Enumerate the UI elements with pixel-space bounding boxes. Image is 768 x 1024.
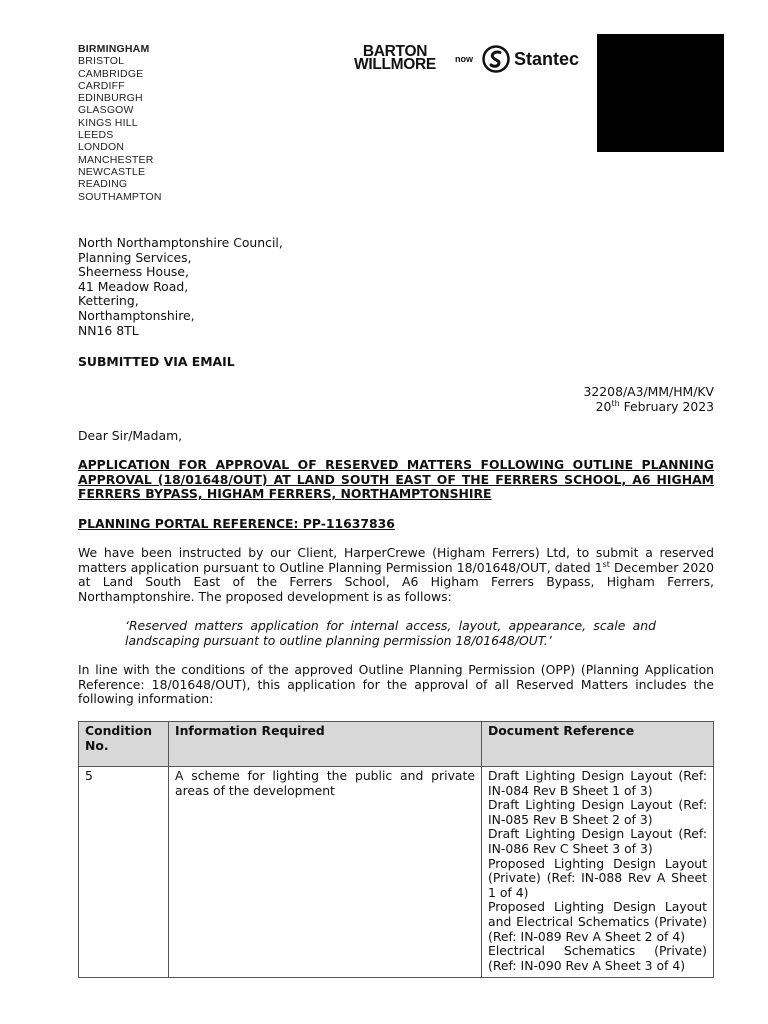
document-reference-item: Draft Lighting Design Layout (Ref: IN-084 Rev B Sheet 1 of 3) [488, 768, 707, 798]
document-reference-item: Draft Lighting Design Layout (Ref: IN-085 Rev B Sheet 2 of 3) [488, 797, 707, 827]
stantec-wordmark: Stantec [514, 48, 580, 69]
body-paragraph-2: In line with the conditions of the approved Outline Planning Permission (OPP) (Planning Application Reference: 18/01648/OUT), this application for the approval of all Reserved Matters includes the following information: [78, 662, 714, 707]
reference-block [584, 385, 714, 414]
logo-line-1: BARTON [362, 43, 428, 60]
stantec-mark-icon [482, 45, 510, 73]
office-item: CAMBRIDGE [78, 67, 144, 80]
header-condition-no: Condition No. [79, 722, 169, 767]
date-rest: February 2023 [619, 398, 714, 414]
paragraph-1-text-b: December 2020 at Land South East of the Ferrers School, A6 Higham Ferrers Bypass, Higham Ferrers, Northamptonshire. The proposed development is as follows: [78, 559, 714, 604]
office-item: LONDON [78, 141, 125, 154]
office-item: MANCHESTER [78, 153, 154, 166]
letter-date [584, 400, 714, 415]
submitted-via-email: SUBMITTED VIA EMAIL [78, 354, 235, 369]
date-suffix: th [611, 398, 620, 408]
office-item: GLASGOW [78, 104, 134, 117]
document-reference-item: Proposed Lighting Design Layout and Electrical Schematics (Private) (Ref: IN-089 Rev A Sheet 2 of 4) [488, 899, 707, 944]
office-item: EDINBURGH [78, 92, 143, 105]
condition-number-cell: 5 [79, 767, 169, 978]
conditions-table [78, 721, 714, 978]
development-description-quote: ‘Reserved matters application for internal access, layout, appearance, scale and landscaping pursuant to outline planning permission 18/01648/OUT.’ [125, 618, 656, 648]
redaction-block [597, 34, 724, 152]
office-item: READING [78, 178, 128, 191]
portal-reference: PLANNING PORTAL REFERENCE: PP-11637836 [78, 516, 395, 531]
information-required-cell: A scheme for lighting the public and private areas of the development [169, 767, 482, 978]
logo-now-text: now [455, 54, 473, 64]
address-line: 41 Meadow Road, [78, 278, 189, 294]
office-item: BRISTOL [78, 55, 125, 68]
date-day: 20 [595, 398, 612, 414]
address-line: Kettering, [78, 293, 139, 309]
header-information-required: Information Required [169, 722, 482, 767]
document-reference-cell [482, 767, 714, 978]
letter-heading: APPLICATION FOR APPROVAL OF RESERVED MATTERS FOLLOWING OUTLINE PLANNING APPROVAL (18/01648/OUT) AT LAND SOUTH EAST OF THE FERRERS SCHOOL, A6 HIGHAM FERRERS BYPASS, HIGHAM FERRERS, NORTHAMPTONSHIRE [78, 457, 714, 502]
document-reference-item: Draft Lighting Design Layout (Ref: IN-086 Rev C Sheet 3 of 3) [488, 826, 707, 856]
logo-line-2: WILLMORE [354, 56, 436, 73]
address-line: Northamptonshire, [78, 307, 195, 323]
office-list [78, 43, 162, 203]
office-item: LEEDS [78, 129, 114, 142]
body-paragraph-1 [78, 546, 714, 604]
address-line: North Northamptonshire Council, [78, 235, 283, 250]
office-item: SOUTHAMPTON [78, 190, 162, 203]
address-line: Sheerness House, [78, 264, 189, 280]
table-row [79, 767, 714, 978]
paragraph-1-text-a: We have been instructed by our Client, HarperCrewe (Higham Ferrers) Ltd, to submit a reserved matters application pursuant to Outline Planning Permission 18/01648/OUT, dated 1 [78, 545, 714, 575]
office-item: CARDIFF [78, 79, 125, 92]
address-line: NN16 8TL [78, 322, 139, 338]
document-reference-item: Electrical Schematics (Private) (Ref: IN-090 Rev A Sheet 3 of 4) [488, 943, 707, 973]
recipient-address [78, 236, 283, 338]
table-header-row [79, 722, 714, 767]
paragraph-1-sup: st [602, 559, 610, 569]
salutation: Dear Sir/Madam, [78, 428, 183, 443]
office-item: BIRMINGHAM [78, 43, 150, 55]
office-item: KINGS HILL [78, 116, 138, 129]
header-document-reference: Document Reference [482, 722, 714, 767]
office-item: NEWCASTLE [78, 165, 146, 178]
barton-willmore-logo [354, 45, 436, 71]
stantec-logo [482, 45, 579, 73]
document-reference-item: Proposed Lighting Design Layout (Private) (Ref: IN-088 Rev A Sheet 1 of 4) [488, 855, 707, 900]
address-line: Planning Services, [78, 249, 192, 265]
letter-reference: 32208/A3/MM/HM/KV [583, 384, 714, 399]
